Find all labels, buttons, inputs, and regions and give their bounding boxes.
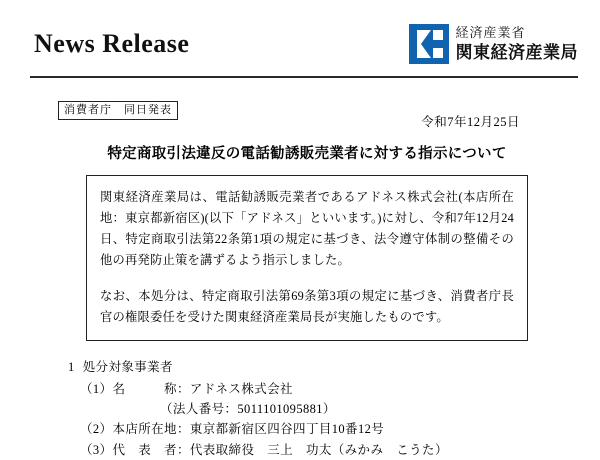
joint-release-badge: 消費者庁 同日発表 xyxy=(58,101,178,120)
page-title: News Release xyxy=(34,29,190,58)
section-number: 1 xyxy=(68,359,75,374)
list-item-label: （1）名 称： xyxy=(80,381,190,396)
list-item xyxy=(68,379,566,399)
section-heading-label: 処分対象事業者 xyxy=(82,359,173,374)
document-body xyxy=(0,78,600,460)
ministry-name-block xyxy=(456,25,579,63)
list-item-label: （2）本店所在地： xyxy=(80,422,190,437)
list-item-value: 代表取締役 三上 功太（みかみ こうた） xyxy=(189,442,448,457)
ministry-name-small: 経済産業省 xyxy=(455,25,526,41)
notice-paragraph: 関東経済産業局は、電話勧誘販売業者であるアドネス株式会社(本店所在地：東京都新宿区)(以下「アドネス」といいます。)に対し、令和7年12月24日、特定商取引法第22条第1項の規定に基づき、法令遵守体制の整備その他の再発防止策を講ずるよう指示しました。 xyxy=(100,190,514,268)
page-header xyxy=(0,0,600,78)
list-item-label: （3）代 表 者： xyxy=(80,442,190,457)
section-processing-target xyxy=(68,357,566,460)
notice-paragraph: なお、本処分は、特定商取引法第69条第3項の規定に基づき、消費者庁長官の権限委任を受けた関東経済産業局長が実施したものです。 xyxy=(100,288,514,324)
header-divider xyxy=(30,76,578,78)
meti-logo-icon xyxy=(409,24,449,64)
document-title: 特定商取引法違反の電話勧誘販売業者に対する指示について xyxy=(107,146,507,162)
list-item xyxy=(68,419,566,439)
list-item xyxy=(68,440,566,460)
ministry-branding xyxy=(409,22,579,64)
list-item-sub: （法人番号：5011101095881） xyxy=(160,402,336,417)
ministry-name-large: 関東経済産業局 xyxy=(455,42,578,62)
list-item-value: アドネス株式会社 xyxy=(189,381,293,396)
meta-row xyxy=(58,100,566,136)
section-heading xyxy=(68,357,566,375)
list-item-value: 東京都新宿区四谷四丁目10番12号 xyxy=(189,422,385,437)
release-date: 令和7年12月25日 xyxy=(421,115,520,129)
notice-box xyxy=(86,175,528,341)
